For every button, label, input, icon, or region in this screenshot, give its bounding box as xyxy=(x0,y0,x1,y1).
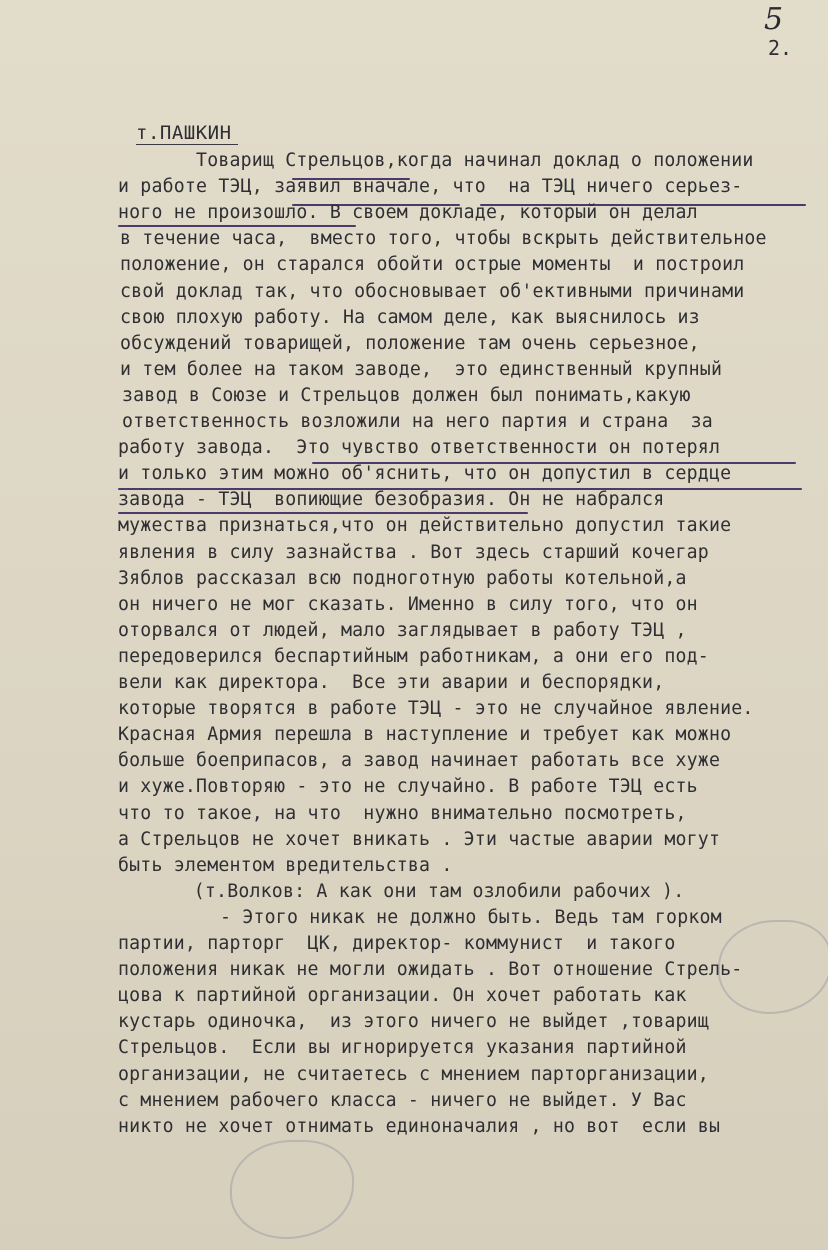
text-line: и работе ТЭЦ, заявил вначале, что на ТЭЦ ничего серьез- xyxy=(118,176,743,198)
handwritten-page-number: 5 xyxy=(764,2,784,37)
text-line: - Этого никак не должно быть. Ведь там горком xyxy=(142,906,722,928)
text-line: обсуждений товарищей, положение там очень серьезное, xyxy=(120,332,700,354)
underline-mark xyxy=(118,512,528,514)
text-line: положения никак не могли ожидать . Вот отношение Стрель- xyxy=(118,959,743,981)
text-line: оторвался от людей, мало заглядывает в работу ТЭЦ , xyxy=(118,619,687,641)
text-line: (т.Волков: А как они там озлобили рабочих ). xyxy=(138,880,685,902)
text-line: явления в силу зазнайства . Вот здесь старший кочегар xyxy=(118,541,709,563)
text-line: Зяблов рассказал всю подноготную работы котельной,а xyxy=(118,567,687,589)
text-line: партии, парторг ЦК, директор- коммунист и такого xyxy=(118,933,676,954)
text-line: свой доклад так, что обосновывает об'ективными причинами xyxy=(120,280,745,302)
text-line: кустарь одиночка, из этого ничего не выйдет ,товарищ xyxy=(118,1011,709,1033)
text-line: в течение часа, вместо того, чтобы вскрыть действительное xyxy=(120,228,767,250)
text-line: никто не хочет отнимать единоначалия , но вот если вы xyxy=(118,1115,721,1137)
text-line: мужества признаться,что он действительно допустил такие xyxy=(118,515,732,537)
text-line: Красная Армия перешла в наступление и требует как можно xyxy=(118,724,732,746)
text-line: что то такое, на что нужно внимательно посмотреть, xyxy=(118,802,687,824)
text-line: и только этим можно об'яснить, что он допустил в сердце xyxy=(118,463,732,485)
text-line: вели как директора. Все эти аварии и беспорядки, xyxy=(118,672,665,693)
text-line: положение, он старался обойти острые моменты и построил xyxy=(120,254,745,276)
text-line: завода - ТЭЦ вопиющие безобразия. Он не набрался xyxy=(118,489,665,511)
text-line: Товарищ Стрельцов,когда начинал доклад о положении xyxy=(118,150,754,171)
text-line: и хуже.Повторяю - это не случайно. В работе ТЭЦ есть xyxy=(118,776,698,798)
text-line: ного не произошло. В своем докладе, который он делал xyxy=(118,202,698,224)
underline-mark xyxy=(118,225,356,227)
text-line: он ничего не мог сказать. Именно в силу того, что он xyxy=(118,593,698,615)
text-line: цова к партийной организации. Он хочет работать как xyxy=(118,985,687,1007)
text-line: свою плохую работу. На самом деле, как выяснилось из xyxy=(120,306,700,328)
speaker-heading: т.ПАШКИН xyxy=(136,122,238,145)
text-line: Стрельцов. Если вы игнорируется указания партийной xyxy=(118,1037,687,1059)
text-line: быть элементом вредительства . xyxy=(118,854,453,876)
typed-page-number: 2. xyxy=(768,36,793,60)
text-line: работу завода. Это чувство ответственности он потерял xyxy=(118,437,721,459)
text-line: а Стрельцов не хочет вникать . Эти частые аварии могут xyxy=(118,828,721,850)
text-line: больше боеприпасов, а завод начинает работать все хуже xyxy=(118,750,721,772)
text-line: ответственность возложили на него партия и страна за xyxy=(122,411,713,432)
text-line: которые творятся в работе ТЭЦ - это не случайное явление. xyxy=(118,698,754,720)
text-line: и тем более на таком заводе, это единственный крупный xyxy=(120,358,723,380)
text-line: организации, не считаетесь с мнением парторганизации, xyxy=(118,1063,709,1085)
text-line: передоверился беспартийным работникам, а они его под- xyxy=(118,645,709,667)
text-line: с мнением рабочего класса - ничего не выйдет. У Вас xyxy=(118,1089,687,1111)
faint-stamp xyxy=(230,1140,354,1239)
text-line: завод в Союзе и Стрельцов должен был понимать,какую xyxy=(122,384,691,406)
